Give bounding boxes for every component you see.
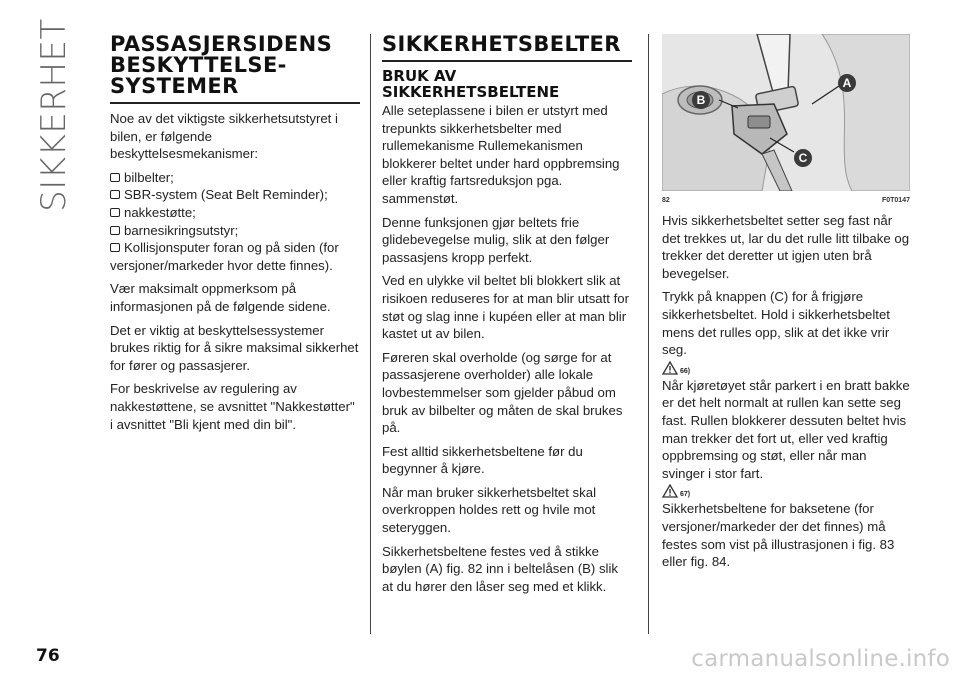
body-paragraph: Hvis sikkerhetsbeltet setter seg fast når det trekkes ut, lar du det rulle litt tilbake og trekker det deretter ut igjen uten brå bevegelser. <box>662 213 910 281</box>
heading-line: BESKYTTELSE- <box>110 53 287 77</box>
column-seat-belts-continued <box>662 34 910 577</box>
list-item-text: Kollisjonsputer foran og på siden (for versjoner/markeder hvor dette finnes). <box>110 240 339 273</box>
protection-list <box>110 169 360 275</box>
body-paragraph: Denne funksjonen gjør beltets frie glidebevegelse mulig, slik at den følger passasjens kropp perfekt. <box>382 214 610 265</box>
heading-line: SYSTEMER <box>110 74 239 98</box>
body-paragraph: Trykk på knappen (C) for å frigjøre sikkerhetsbeltet. Hold i sikkerhetsbeltet mens det rulles opp, slik at det ikke vrir seg. <box>662 289 890 358</box>
subheading-line: SIKKERHETSBELTENE <box>382 83 560 101</box>
subheading-line: BRUK AV <box>382 67 457 85</box>
figure-label-c <box>794 149 812 167</box>
warning-reference <box>662 484 910 498</box>
warning-reference <box>662 361 910 375</box>
heading-seat-belts: SIKKERHETSBELTER <box>382 32 621 56</box>
figure-label-a <box>838 74 856 92</box>
label-text: A <box>842 76 852 90</box>
heading-rule <box>382 60 632 62</box>
figure-code: F0T0147 <box>881 197 910 204</box>
column-passenger-protection <box>110 34 360 439</box>
watermark: carmanualsonline.info <box>691 646 950 672</box>
bullet-icon <box>110 226 120 235</box>
section-title-text: SIKKERHET <box>34 18 74 212</box>
bullet-icon <box>110 173 120 182</box>
heading-line: PASSASJERSIDENS <box>110 32 333 56</box>
figure-82-seat-belt-buckle <box>662 34 910 191</box>
label-text: B <box>696 93 706 107</box>
list-item-text: nakkestøtte; <box>124 204 196 220</box>
list-item <box>110 169 360 187</box>
column-divider <box>648 34 649 634</box>
body-paragraph: Det er viktig at beskyttelsessystemer brukes riktig for å sikre maksimal sikkerhet for fører og passasjerer. <box>110 322 359 373</box>
page-number: 76 <box>36 646 60 666</box>
subheading-use-of-belts <box>382 68 632 100</box>
body-paragraph: Alle seteplassene i bilen er utstyrt med trepunkts sikkerhetsbelter med rullemekanisme Rullemekanismen blokkerer beltet under hard oppbremsing eller kraftig fartsreduksjon pga. sammenstøt. <box>382 103 620 206</box>
body-paragraph: Fest alltid sikkerhetsbeltene før du begynner å kjøre. <box>382 443 583 477</box>
body-paragraph: Vær maksimalt oppmerksom på informasjonen på de følgende sidene. <box>110 281 331 314</box>
body-paragraph: Når kjøretøyet står parkert i en bratt bakke er det helt normalt at rullen kan sette seg fast. Rullen blokkerer dessuten beltet hvis man trekker det fort ut, eller ved kraftig oppbremsing og støt, eller når man svinger i stor fart. <box>662 377 910 481</box>
section-title-vertical <box>24 18 84 212</box>
seat-belt-illustration <box>662 34 910 191</box>
list-item <box>110 222 360 240</box>
figure-number: 82 <box>662 197 670 204</box>
figure-label-b <box>692 91 710 109</box>
bullet-icon <box>110 190 120 199</box>
body-paragraph: For beskrivelse av regulering av nakkestøttene, se avsnittet "Nakkestøtter" i avsnittet "Bli kjent med din bil". <box>110 381 355 432</box>
list-item-text: SBR-system (Seat Belt Reminder); <box>124 187 328 203</box>
body-paragraph: Føreren skal overholde (og sørge for at passasjerene overholder) alle lokale lovbestemmelser som gjelder påbud om bruk av bilbelter og måten de skal brukes på. <box>382 349 623 436</box>
warning-ref-text: 67) <box>680 491 691 499</box>
body-paragraph: Sikkerhetsbeltene festes ved å stikke bøylen (A) fig. 82 inn i beltelåsen (B) slik at du hører den låser seg med et klikk. <box>382 543 619 594</box>
label-text: C <box>798 151 808 165</box>
list-item <box>110 204 360 222</box>
heading-rule <box>110 102 360 104</box>
list-item-text: barnesikringsutstyr; <box>124 222 239 238</box>
list-item <box>110 186 360 204</box>
bullet-icon <box>110 208 120 217</box>
figure-caption <box>662 197 910 204</box>
list-item <box>110 239 360 274</box>
body-paragraph: Sikkerhetsbeltene for baksetene (for versjoner/markeder der det finnes) må festes som vist på illustrasjonen i fig. 83 eller fig. 84. <box>662 501 895 570</box>
warning-ref-text: 66) <box>680 367 691 375</box>
intro-paragraph: Noe av det viktigste sikkerhetsutstyret i bilen, er følgende beskyttelsesmekanismer: <box>110 111 338 162</box>
heading-passenger-protection <box>110 34 360 97</box>
list-item-text: bilbelter; <box>124 169 174 185</box>
warning-icon <box>662 361 678 375</box>
body-paragraph: Ved en ulykke vil beltet bli blokkert slik at risikoen reduseres for at man blir utsatt for støt og slag inne i kupéen eller at man blir kastet ut av bilen. <box>382 273 630 342</box>
bullet-icon <box>110 243 120 252</box>
body-paragraph: Når man bruker sikkerhetsbeltet skal overkroppen holdes rett og hvile mot seteryggen. <box>382 484 597 536</box>
warning-icon <box>662 484 678 498</box>
column-divider <box>370 34 371 634</box>
column-seat-belts <box>382 34 632 601</box>
